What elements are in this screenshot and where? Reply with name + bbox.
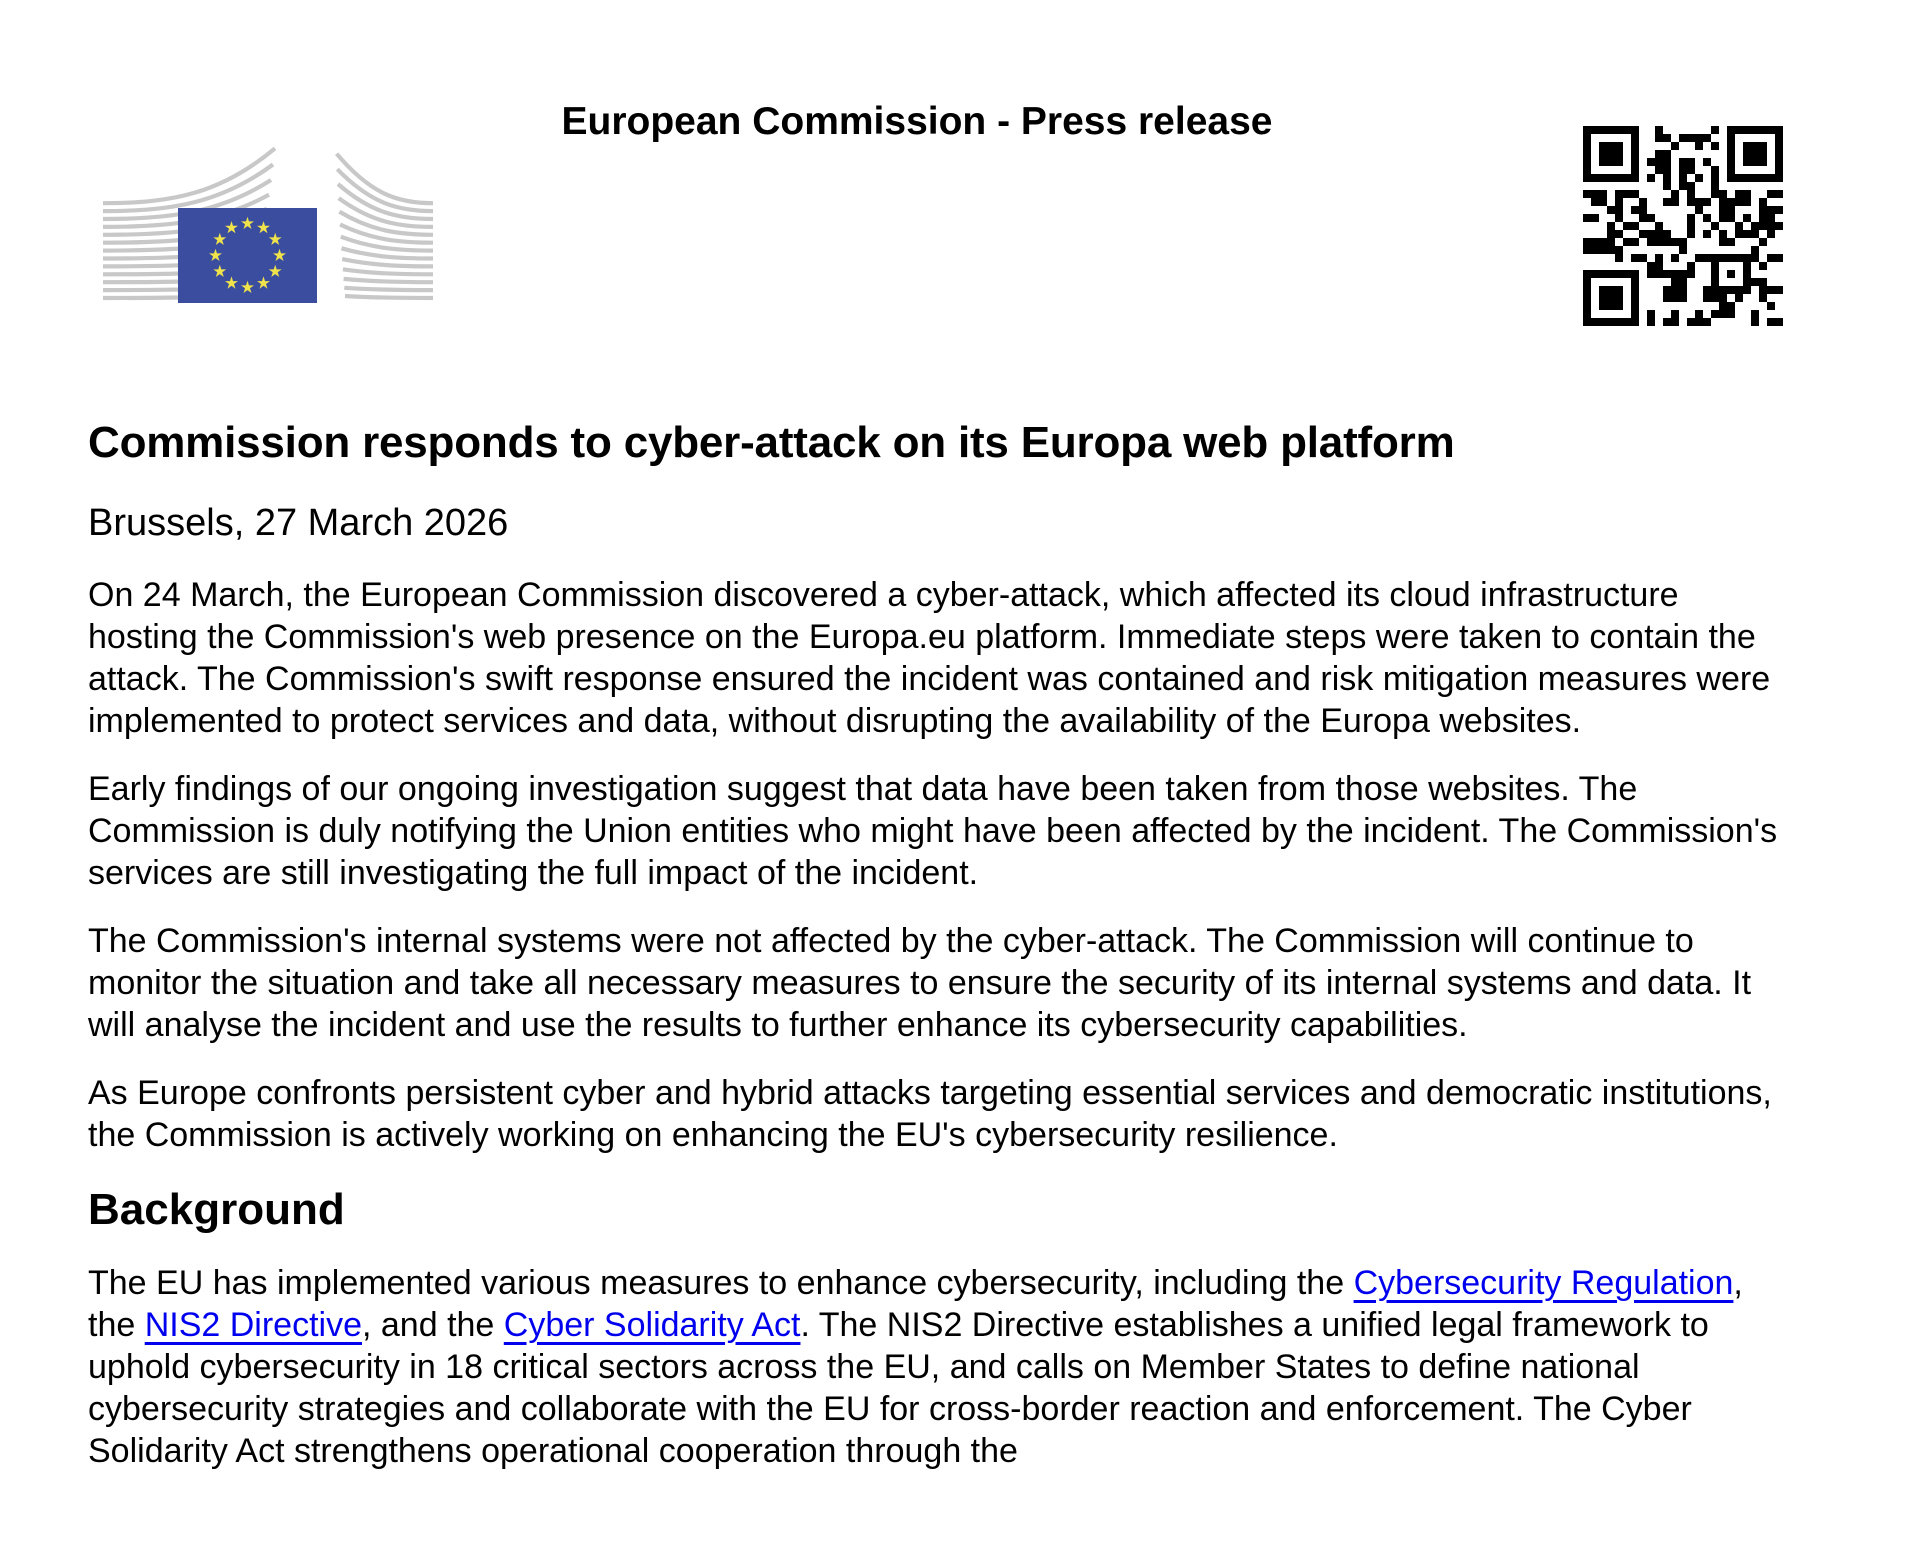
article-paragraph: As Europe confronts persistent cyber and hybrid attacks targeting essential services and democratic institutions, the Commission is actively working on enhancing the EU's cybersecurity resilience. xyxy=(88,1074,1772,1154)
dateline: Brussels, 27 March 2026 xyxy=(88,502,509,544)
paragraph-text: . The NIS2 Directive establishes a unified legal framework to uphold cybersecurity in 18 critical sectors across the EU, and calls on Member States to define national cybersecurity strategies and collaborate with the EU for cross-border reaction and enforcement. The Cyber Solidarity Act strengthens operational cooperation through the xyxy=(88,1306,1709,1470)
background-heading: Background xyxy=(88,1185,345,1234)
article-paragraph: The Commission's internal systems were not affected by the cyber-attack. The Commission will continue to monitor the situation and take all necessary measures to ensure the security of its internal systems and data. It will analyse the incident and use the results to further enhance its cybersecurity capabilities. xyxy=(88,922,1752,1044)
nis2-directive-link[interactable]: NIS2 Directive xyxy=(144,1306,362,1344)
document-type-header: European Commission - Press release xyxy=(561,100,1273,143)
article-paragraph: Early findings of our ongoing investigation suggest that data have been taken from those websites. The Commission is duly notifying the Union entities who might have been affected by the incident. The Commission's services are still investigating the full impact of the incident. xyxy=(88,770,1778,892)
article xyxy=(88,417,1793,1472)
paragraph-text: , and the xyxy=(362,1306,504,1344)
european-commission-logo xyxy=(103,140,433,303)
paragraph-text: , the xyxy=(88,1264,1743,1344)
article-body xyxy=(88,574,1793,1156)
qr-code xyxy=(1583,126,1783,326)
cyber-solidarity-act-link[interactable]: Cyber Solidarity Act xyxy=(503,1306,801,1344)
cybersecurity-regulation-link[interactable]: Cybersecurity Regulation xyxy=(1353,1264,1734,1302)
background-paragraph xyxy=(88,1262,1793,1472)
paragraph-text: The EU has implemented various measures to enhance cybersecurity, including the xyxy=(88,1264,1354,1302)
article-paragraph: On 24 March, the European Commission discovered a cyber-attack, which affected its cloud infrastructure hosting the Commission's web presence on the Europa.eu platform. Immediate steps were taken to contain the attack. The Commission's swift response ensured the incident was contained and risk mitigation measures were implemented to protect services and data, without disrupting the availability of the Europa websites. xyxy=(88,576,1771,740)
article-title: Commission responds to cyber-attack on its Europa web platform xyxy=(88,418,1455,467)
